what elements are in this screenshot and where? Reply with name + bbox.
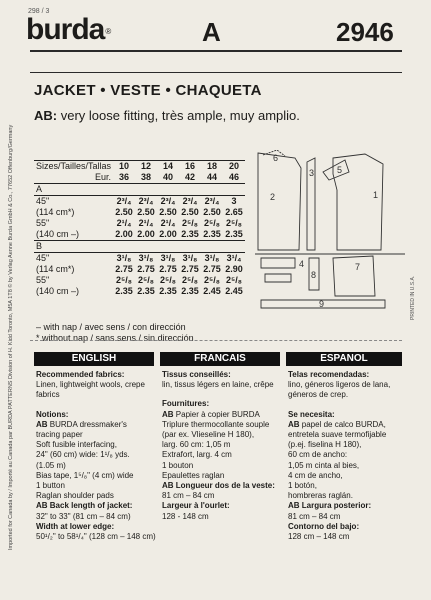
block-line: 1 bouton — [162, 460, 194, 470]
yardage-cell: 2³/₄ — [138, 196, 154, 206]
eur-size-cell: 44 — [207, 172, 218, 182]
eur-size-cell: 38 — [141, 172, 152, 182]
yardage-cell: 2.75 — [115, 264, 133, 274]
printed-in-notice — [410, 260, 418, 320]
yardage-cell: 2³/₄ — [160, 196, 176, 206]
piece-7-outline — [333, 256, 375, 296]
eur-size-cell: 36 — [119, 172, 130, 182]
section-spacer — [223, 184, 245, 196]
fabric-width-label: (140 cm –) — [36, 286, 80, 296]
yardage-cell: 2.50 — [181, 207, 199, 217]
yardage-cell: 2¹/₄ — [116, 218, 132, 228]
title-rule — [30, 72, 402, 73]
francais-column — [162, 370, 282, 522]
block-line: 1 botón, — [288, 481, 317, 491]
yardage-cell: 2.45 — [225, 286, 243, 296]
block-title-bold: Fournitures: — [162, 399, 210, 409]
block-title — [162, 481, 282, 491]
yardage-cell: 3 — [231, 196, 237, 206]
header-rule — [30, 50, 402, 52]
piece-label-9: 9 — [319, 299, 325, 309]
piece-label-8: 8 — [311, 270, 317, 280]
section-spacer — [201, 241, 223, 253]
block-title-bold: Contorno del bajo: — [288, 521, 360, 531]
block-line: 4 cm de ancho, — [288, 470, 343, 480]
block-title-rest: BURDA dressmaker's — [47, 419, 127, 429]
yardage-cell: 3¹/₄ — [226, 253, 242, 263]
block-line: (par ex. Vlieseline H 180), — [162, 430, 255, 440]
yardage-cell: 2.65 — [225, 207, 243, 217]
us-size-cell: 18 — [201, 161, 223, 173]
block-title — [162, 399, 282, 409]
yardage-cell: 2.75 — [203, 264, 221, 274]
block-title — [36, 370, 156, 380]
yardage-cell: 3¹/₈ — [160, 253, 176, 263]
yardage-cell: 2.75 — [137, 264, 155, 274]
english-column — [36, 370, 156, 542]
yardage-cell: 2.90 — [225, 264, 243, 274]
registered-mark: ® — [105, 27, 111, 36]
size-header-label: Sizes/Tailles/Tallas — [36, 161, 112, 171]
yardage-cell: 2⁵/₈ — [204, 275, 220, 285]
block-line: 81 cm – 84 cm — [288, 511, 341, 521]
eur-size-cell: 46 — [229, 172, 240, 182]
small-piece-outline — [265, 274, 291, 282]
section-spacer — [113, 241, 135, 253]
block-line: 81 cm – 84 cm — [162, 491, 215, 501]
block-title-bold: Largeur à l'ourlet: — [162, 501, 230, 511]
us-size-cell: 16 — [179, 161, 201, 173]
block-title — [36, 522, 156, 532]
yardage-cell: 2.35 — [225, 229, 243, 239]
piece-label-4: 4 — [299, 259, 305, 269]
eur-header-label: Eur. — [95, 172, 112, 182]
block-line: géneros de crep. — [288, 390, 349, 400]
piece-label-1: 1 — [373, 190, 379, 200]
yardage-cell: 2⁵/₈ — [182, 218, 198, 228]
yardage-cell: 3¹/₈ — [138, 253, 154, 263]
us-size-cell: 14 — [157, 161, 179, 173]
yardage-cell: 2.00 — [159, 229, 177, 239]
piece-5-outline — [323, 160, 349, 180]
fit-description: very loose fitting, très ample, muy amplio. — [57, 108, 300, 123]
section-name: A — [34, 184, 113, 196]
import-notice — [8, 80, 18, 550]
block-title — [288, 501, 404, 511]
block-line: (p.ej. fiselina H 180), — [288, 440, 362, 450]
block-line: 128 cm – 148 cm — [288, 532, 350, 542]
block-line: Soft fusible interfacing, — [36, 440, 117, 450]
block-line: Bias tape, 1⁵/₈" (4 cm) wide — [36, 470, 134, 480]
fabric-width-label: (114 cm*) — [36, 207, 75, 217]
espanol-heading: ESPANOL — [286, 352, 402, 366]
block-title — [288, 420, 404, 430]
spacer — [162, 390, 282, 399]
yardage-cell: 3¹/₈ — [204, 253, 220, 263]
block-title-bold: AB — [36, 419, 48, 429]
garment-description — [34, 108, 300, 123]
header — [12, 6, 422, 50]
block-line: hombreras raglán. — [288, 491, 353, 501]
block-line: 50¹/₂" to 58¹/₄" (128 cm – 148 cm) — [36, 532, 156, 542]
garment-title: JACKET • VESTE • CHAQUETA — [34, 82, 262, 99]
yardage-cell: 2.35 — [159, 286, 177, 296]
printed-in-text: PRINTED IN U.S.A. — [410, 275, 416, 320]
block-line: lino, géneros ligeros de lana, — [288, 380, 391, 390]
us-size-cell: 10 — [113, 161, 135, 173]
yardage-cell: 3¹/₈ — [116, 253, 132, 263]
section-spacer — [179, 241, 201, 253]
piece-label-6: 6 — [273, 153, 279, 163]
section-spacer — [135, 241, 157, 253]
block-title — [288, 410, 404, 420]
section-divider — [30, 340, 402, 341]
block-title-rest: papel de calco BURDA, — [299, 419, 386, 429]
piece-label-7: 7 — [355, 262, 361, 272]
block-title — [36, 420, 156, 430]
block-title-bold: Se necesita: — [288, 409, 335, 419]
fabric-width-label: (140 cm –) — [36, 229, 80, 239]
yardage-cell: 2.50 — [159, 207, 177, 217]
block-title — [36, 501, 156, 511]
yardage-cell: 2³/₄ — [182, 196, 198, 206]
yardage-cell: 2.00 — [115, 229, 133, 239]
block-line: Extrafort, larg. 4 cm — [162, 450, 232, 460]
yardage-cell: 2¹/₄ — [138, 218, 154, 228]
yardage-cell: 2.50 — [115, 207, 133, 217]
section-spacer — [113, 184, 135, 196]
yardage-cell: 2⁵/₈ — [116, 275, 132, 285]
view-code: AB: — [34, 108, 58, 123]
block-line: fabrics — [36, 390, 60, 400]
english-heading: ENGLISH — [34, 352, 154, 366]
eur-size-cell: 40 — [163, 172, 174, 182]
section-spacer — [135, 184, 157, 196]
block-line: tracing paper — [36, 430, 83, 440]
block-title-bold: AB — [162, 409, 174, 419]
fabric-width-label: 45" — [36, 196, 50, 206]
yardage-cell: 2⁵/₈ — [160, 275, 176, 285]
catalog-code: 298 / 3 — [28, 8, 50, 15]
yardage-cell: 2¹/₄ — [160, 218, 176, 228]
piece-4-outline — [261, 258, 295, 268]
block-title — [288, 370, 404, 380]
yardage-cell: 2.75 — [159, 264, 177, 274]
fabric-width-label: (114 cm*) — [36, 264, 75, 274]
section-spacer — [223, 241, 245, 253]
yardage-cell: 2.35 — [181, 286, 199, 296]
yardage-cell: 2.35 — [137, 286, 155, 296]
yardage-cell: 2⁵/₈ — [204, 218, 220, 228]
block-line: 1 button — [36, 481, 65, 491]
piece-label-5: 5 — [337, 165, 343, 175]
block-line: 128 - 148 cm — [162, 511, 209, 521]
pattern-pieces-diagram — [255, 150, 405, 315]
size-yardage-table — [34, 160, 245, 297]
yardage-cell: 2³/₄ — [116, 196, 132, 206]
yardage-cell: 2⁵/₈ — [226, 275, 242, 285]
yardage-cell: 2⁵/₈ — [138, 275, 154, 285]
piece-label-2: 2 — [270, 192, 276, 202]
fabric-width-label: 55" — [36, 218, 50, 228]
yardage-cell: 2.75 — [181, 264, 199, 274]
yardage-cell: 2⁵/₈ — [226, 218, 242, 228]
block-title-bold: Width at lower edge: — [36, 521, 115, 531]
with-nap-note: – with nap / avec sens / con dirección — [36, 322, 186, 332]
block-title-bold: AB Longueur dos de la veste: — [162, 481, 275, 491]
us-size-cell: 20 — [223, 161, 245, 173]
piece-2-outline — [258, 153, 301, 250]
block-title — [162, 410, 282, 420]
pattern-number: 2946 — [336, 17, 394, 47]
yardage-cell: 2.35 — [115, 286, 133, 296]
francais-heading: FRANCAIS — [160, 352, 280, 366]
piece-label-3: 3 — [309, 168, 315, 178]
block-title — [36, 410, 156, 420]
yardage-cell: 2.35 — [181, 229, 199, 239]
yardage-cell: 2⁵/₈ — [182, 275, 198, 285]
block-line: 24" (60 cm) wide: 1¹/₈ yds. — [36, 450, 130, 460]
block-line: lin, tissus légers en laine, crêpe — [162, 380, 274, 390]
block-title — [162, 370, 282, 380]
fabric-width-label: 45" — [36, 253, 50, 263]
yardage-cell: 2.50 — [203, 207, 221, 217]
yardage-cell: 2.00 — [137, 229, 155, 239]
espanol-column — [288, 370, 404, 542]
us-size-cell: 12 — [135, 161, 157, 173]
block-title-bold: Notions: — [36, 409, 69, 419]
yardage-cell: 2.35 — [203, 229, 221, 239]
yardage-cell: 2³/₄ — [204, 196, 220, 206]
spacer — [36, 401, 156, 410]
variant-letter: A — [202, 17, 221, 47]
section-spacer — [157, 241, 179, 253]
block-line: 1,05 m cinta al bies, — [288, 460, 360, 470]
block-line: Linen, lightweight wools, crepe — [36, 380, 145, 390]
yardage-cell: 2.45 — [203, 286, 221, 296]
import-notice-text: Imported for Canada by / Importé au Canada par BURDA PATTERNS Division of H. Kidd Toronto, M5A 1T8 © by Verlag Aenne Burda GmbH & Co., 77652 Offenburg/Germany — [8, 124, 14, 550]
spacer — [288, 401, 404, 410]
fabric-width-label: 55" — [36, 275, 50, 285]
section-spacer — [201, 184, 223, 196]
burda-logo — [26, 15, 109, 45]
block-line: (1.05 m) — [36, 460, 66, 470]
eur-size-cell: 42 — [185, 172, 196, 182]
yardage-cell: 2.50 — [137, 207, 155, 217]
block-title-bold: AB Largura posterior: — [288, 501, 372, 511]
block-line: Raglan shoulder pads — [36, 491, 114, 501]
yardage-cell: 3¹/₈ — [182, 253, 198, 263]
block-line: Triplure thermocollante souple — [162, 419, 270, 429]
block-line: entretela suave termofijable — [288, 430, 387, 440]
block-title-bold: AB Back length of jacket: — [36, 501, 133, 511]
section-spacer — [179, 184, 201, 196]
logo-text: burda — [26, 13, 105, 46]
block-title-bold: Recommended fabrics: — [36, 370, 125, 379]
block-title — [288, 522, 404, 532]
block-line: 60 cm de ancho: — [288, 450, 348, 460]
block-title-rest: Papier à copier BURDA — [173, 409, 260, 419]
block-title-bold: AB — [288, 419, 300, 429]
block-title-bold: Telas recomendadas: — [288, 370, 370, 379]
block-title-bold: Tissus conseillés: — [162, 370, 231, 379]
block-title — [162, 501, 282, 511]
block-line: larg. 60 cm: 1,05 m — [162, 440, 231, 450]
block-line: 32" to 33" (81 cm – 84 cm) — [36, 511, 131, 521]
block-line: Epaulettes raglan — [162, 470, 225, 480]
section-spacer — [157, 184, 179, 196]
section-name: B — [34, 241, 113, 253]
without-nap-note: * without nap / sans sens / sin dirección — [36, 333, 194, 343]
